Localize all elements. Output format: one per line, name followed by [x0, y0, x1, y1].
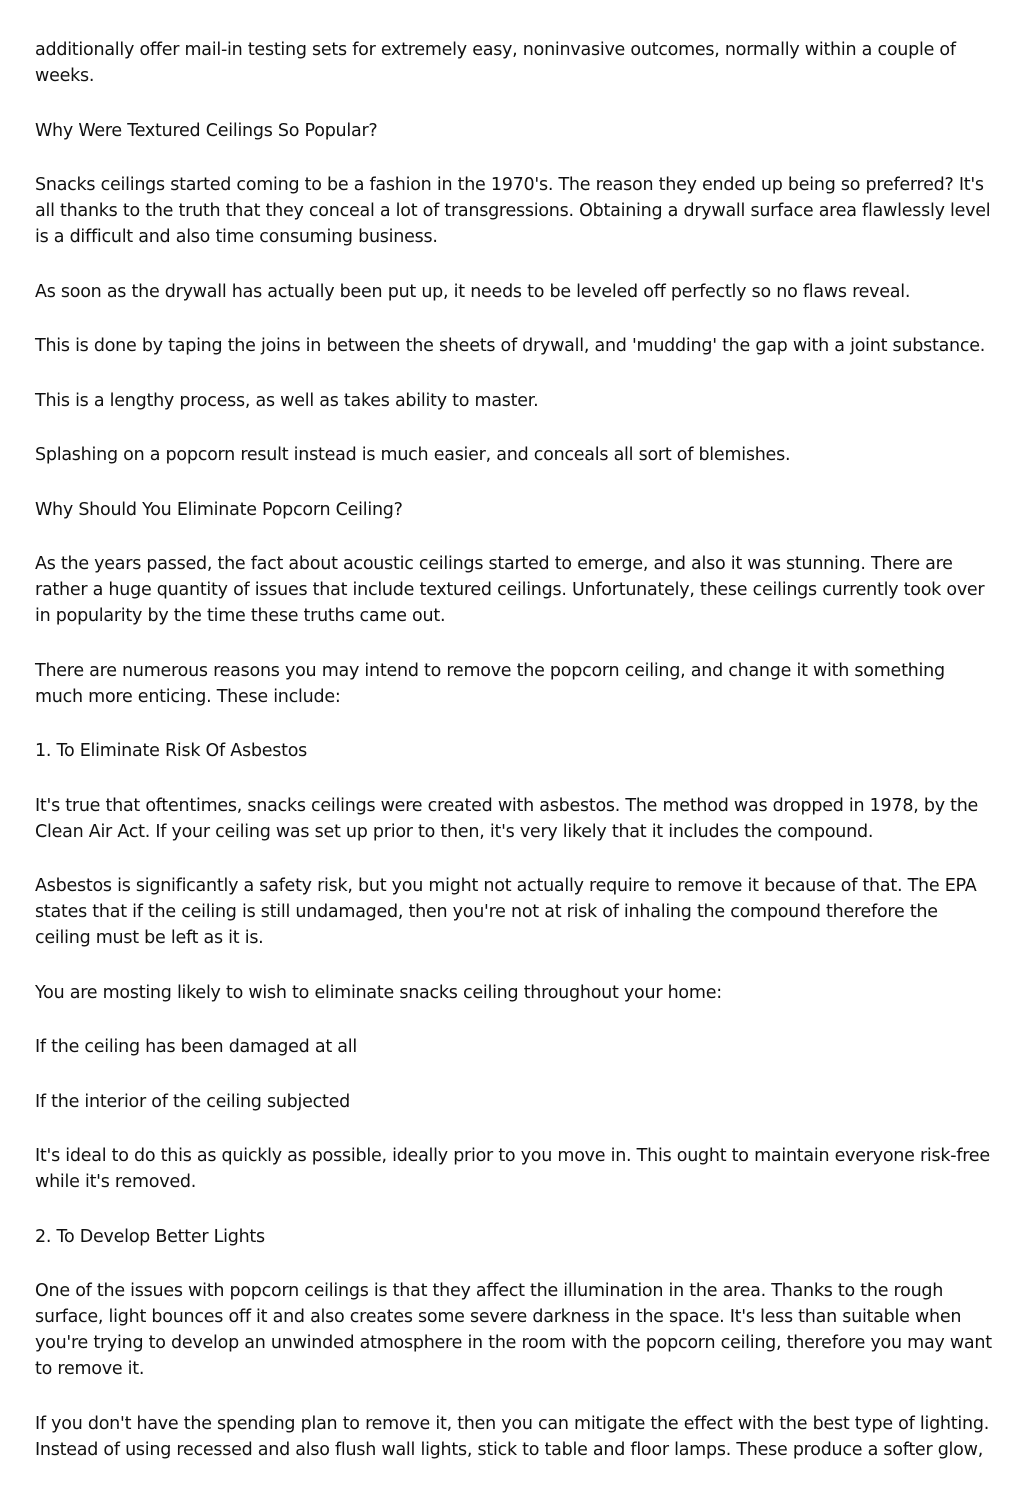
paragraph-acoustic-truth: As the years passed, the fact about acoustic ceilings started to emerge, and also it was stunning. There are rather a huge quantity of issues that include textured ceilings. Unfortunately, these ceilings currently took over in popularity by the time these truths came out.: [35, 554, 985, 626]
list-item-interior-subjected: If the interior of the ceiling subjected: [35, 1091, 351, 1112]
paragraph-drywall-leveled: As soon as the drywall has actually been put up, it needs to be leveled off perfectly so no flaws reveal.: [35, 281, 911, 302]
paragraph-eliminate-when: You are mosting likely to wish to eliminate snacks ceiling throughout your home:: [35, 982, 722, 1003]
paragraph-asbestos-safety: Asbestos is significantly a safety risk, but you might not actually require to remove it because of that. The EPA states that if the ceiling is still undamaged, then you're not at risk of inhaling the compound therefore the ceiling must be left as it is.: [35, 876, 977, 948]
heading-better-lights: 2. To Develop Better Lights: [35, 1226, 265, 1247]
paragraph-splashing-popcorn: Splashing on a popcorn result instead is much easier, and conceals all sort of blemishes.: [35, 445, 791, 465]
paragraph-illumination-issues: One of the issues with popcorn ceilings is that they affect the illumination in the area. Thanks to the rough surface, light bounces off it and also creates some severe darkness in the space. It's less than suitable when you're trying to develop an unwinded atmosphere in the room with the popcorn ceiling, therefore you may want to remove it.: [35, 1281, 992, 1379]
paragraph-lengthy-process: This is a lengthy process, as well as takes ability to master.: [35, 390, 539, 411]
paragraph-taping-joins: This is done by taping the joins in between the sheets of drywall, and 'mudding' the gap with a joint substance.: [35, 336, 986, 356]
document-body: [35, 37, 995, 1491]
paragraph-ideal-timing: It's ideal to do this as quickly as possible, ideally prior to you move in. This ought to maintain everyone risk-free while it's removed.: [35, 1146, 990, 1192]
paragraph-asbestos-history: It's true that oftentimes, snacks ceilings were created with asbestos. The method was dropped in 1978, by the Clean Air Act. If your ceiling was set up prior to then, it's very likely that it includes the compound.: [35, 795, 979, 842]
list-item-damaged: If the ceiling has been damaged at all: [35, 1037, 357, 1057]
paragraph-snacks-ceilings-fashion: Snacks ceilings started coming to be a fashion in the 1970's. The reason they ended up being so preferred? It's all thanks to the truth that they conceal a lot of transgressions. Obtaining a drywall surface area flawlessly level is a difficult and also time consuming business.: [35, 175, 991, 247]
heading-why-textured-popular: Why Were Textured Ceilings So Popular?: [35, 120, 378, 141]
heading-risk-asbestos: 1. To Eliminate Risk Of Asbestos: [35, 741, 308, 761]
heading-why-eliminate: Why Should You Eliminate Popcorn Ceiling?: [35, 499, 403, 520]
paragraph-intro-continuation: additionally offer mail-in testing sets for extremely easy, noninvasive outcomes, normally within a couple of weeks.: [35, 40, 956, 86]
paragraph-spending-plan: If you don't have the spending plan to remove it, then you can mitigate the effect with the best type of lighting. Instead of using recessed and also flush wall lights, stick to table and floor lamps. These produce a softer glow,: [35, 1413, 990, 1460]
paragraph-numerous-reasons: There are numerous reasons you may intend to remove the popcorn ceiling, and change it with something much more enticing. These include:: [35, 660, 945, 707]
